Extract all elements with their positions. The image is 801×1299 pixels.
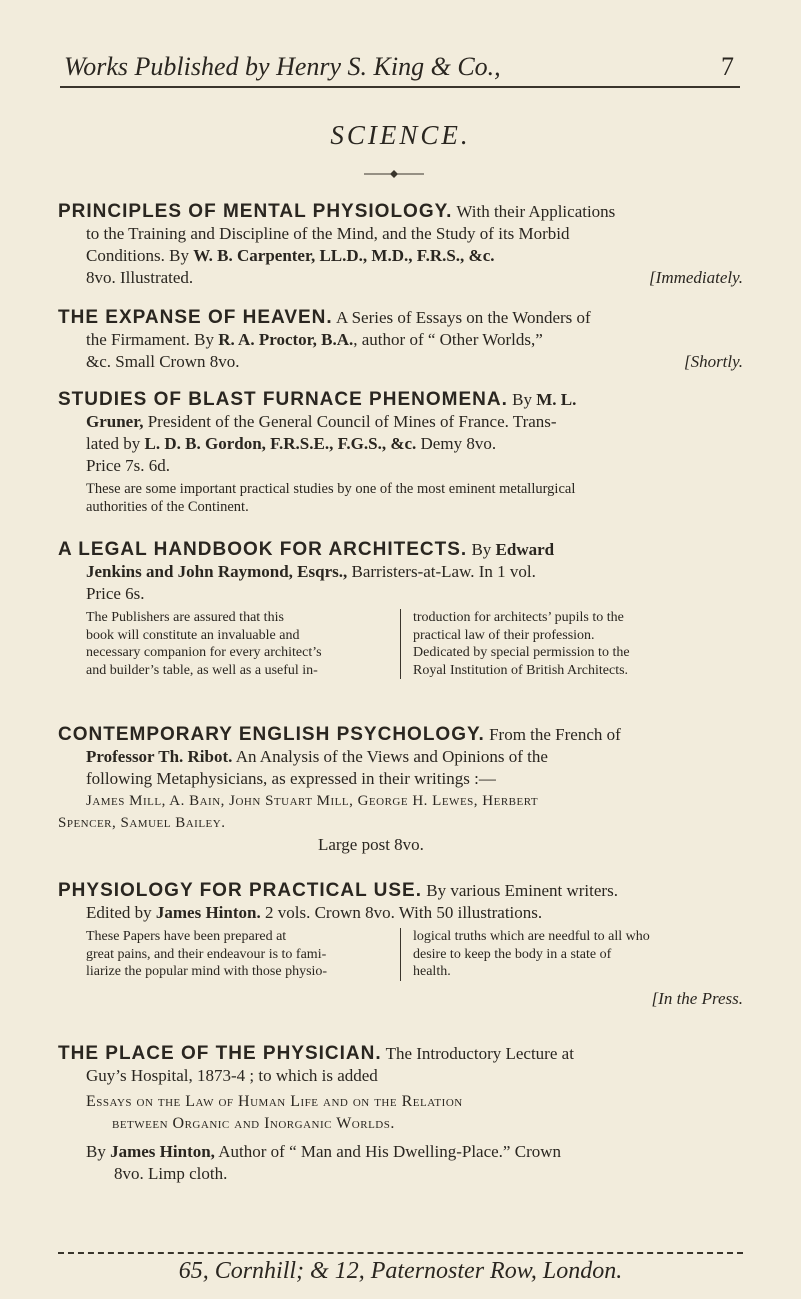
entry-heading: THE EXPANSE OF HEAVEN. [58,307,333,328]
note-line: book will constitute an invaluable and [86,627,300,643]
entry-text: Conditions. By [86,246,194,265]
author-name: R. A. Proctor, B.A. [218,330,354,349]
page-number: 7 [721,52,734,81]
author-name: W. B. Carpenter, LL.D., M.D., F.R.S., &c. [193,246,495,265]
metaphysicians-list: James Mill, A. Bain, John Stuart Mill, George H. Lewes, Herbert [86,793,539,809]
entry-contemporary-psychology [58,724,743,856]
entry-physiology-practical [58,880,743,1010]
note-column-left [86,609,386,679]
entry-text: following Metaphysicians, as expressed in their writings :— [86,769,496,788]
note-line: great pains, and their endeavour is to fami- [86,946,327,962]
entry-text: Guy’s Hospital, 1873-4 ; to which is added [86,1066,378,1085]
entry-heading: STUDIES OF BLAST FURNACE PHENOMENA. [58,389,508,410]
entry-text: Demy 8vo. [416,434,497,453]
entry-blast-furnace [58,389,743,516]
note-column-right [400,928,753,981]
entry-text: By [507,390,537,409]
note-column-left [86,928,386,981]
author-name: Edward [495,540,555,559]
publication-status: [In the Press. [651,989,743,1008]
running-title: Works Published by Henry S. King & Co., [64,52,501,81]
entry-text: 8vo. Illustrated. [86,268,194,287]
note-line: logical truths which are needful to all who [413,929,650,944]
ornament-rule [364,170,424,178]
note-line: necessary companion for every architect’s [86,645,322,660]
note-line: health. [413,964,451,979]
entry-text: An Analysis of the Views and Opinions of the [232,747,548,766]
entry-heading: PHYSIOLOGY FOR PRACTICAL USE. [58,880,423,901]
entry-text: Edited by [86,903,156,922]
entry-note: authorities of the Continent. [86,499,249,515]
entry-text: Barristers-at-Law. In 1 vol. [347,562,536,581]
note-line: and builder’s table, as well as a useful in- [86,662,318,678]
author-name: Gruner, [86,412,144,431]
entry-text: &c. Small Crown 8vo. [86,352,240,371]
entry-text: 2 vols. Crown 8vo. With 50 illustrations. [260,903,543,922]
publication-status: [Immediately. [649,268,743,287]
entry-legal-handbook [58,539,743,685]
entry-heading: THE PLACE OF THE PHYSICIAN. [58,1043,382,1064]
entry-text: the Firmament. By [86,330,219,349]
entry-text: lated by [86,434,145,453]
entry-heading: A LEGAL HANDBOOK FOR ARCHITECTS. [58,539,468,560]
note-line: liarize the popular mind with those physio- [86,964,328,979]
section-title: SCIENCE. [330,120,471,150]
entry-heading: CONTEMPORARY ENGLISH PSYCHOLOGY. [58,724,485,745]
note-line: desire to keep the body in a state of [413,946,612,962]
note-line: Dedicated by special permission to the [413,645,630,660]
entry-text: , author of “ Other Worlds,” [353,330,543,349]
entry-expanse-of-heaven [58,307,743,373]
note-line: practical law of their profession. [413,627,595,643]
entry-heading: PRINCIPLES OF MENTAL PHYSIOLOGY. [58,201,453,222]
note-line: These Papers have been prepared at [86,929,287,944]
entry-text: By various Eminent writers. [422,881,618,900]
entry-price: Price 6s. [86,584,145,603]
publication-status: [Shortly. [683,352,743,371]
entry-price: Price 7s. 6d. [86,456,171,475]
author-name: M. L. [536,390,577,409]
two-column-note [86,928,743,984]
entry-text: With their Applications [452,202,616,221]
entry-text: By [86,1142,111,1161]
entry-text: From the French of [484,725,621,744]
entry-format: Large post 8vo. [318,835,424,854]
author-name: Jenkins and John Raymond, Esqrs., [86,562,348,581]
entry-text: By [467,540,496,559]
running-header [60,52,740,88]
entry-text: President of the General Council of Mines of France. Trans- [143,412,557,431]
essay-title: Essays on the Law of Human Life and on the Relation [86,1093,463,1110]
author-name: James Hinton, [110,1142,215,1161]
author-name: L. D. B. Gordon, F.R.S.E., F.G.S., &c. [144,434,417,453]
author-name: Professor Th. Ribot. [86,747,233,766]
note-line: Royal Institution of British Architects. [413,662,629,678]
entry-text: The Introductory Lecture at [381,1044,574,1063]
entry-mental-physiology [58,201,743,289]
entry-text: to the Training and Discipline of the Mind, and the Study of its Morbid [86,224,570,243]
note-line: The Publishers are assured that this [86,610,284,625]
entry-text: Author of “ Man and His Dwelling-Place.” Crown [214,1142,562,1161]
footer-rule [58,1252,743,1256]
entry-text: A Series of Essays on the Wonders of [332,308,591,327]
two-column-note [86,609,743,685]
publisher-address: 65, Cornhill; & 12, Paternoster Row, London. [178,1258,623,1284]
essay-title: between Organic and Inorganic Worlds. [112,1115,395,1132]
entry-place-of-physician [58,1043,743,1185]
author-name: James Hinton. [155,903,261,922]
entry-note: These are some important practical studies by one of the most eminent metallurgical [86,481,576,497]
entry-format: 8vo. Limp cloth. [114,1164,228,1183]
note-column-right [400,609,753,679]
note-line: troduction for architects’ pupils to the [413,610,624,625]
metaphysicians-list: Spencer, Samuel Bailey. [58,815,226,831]
